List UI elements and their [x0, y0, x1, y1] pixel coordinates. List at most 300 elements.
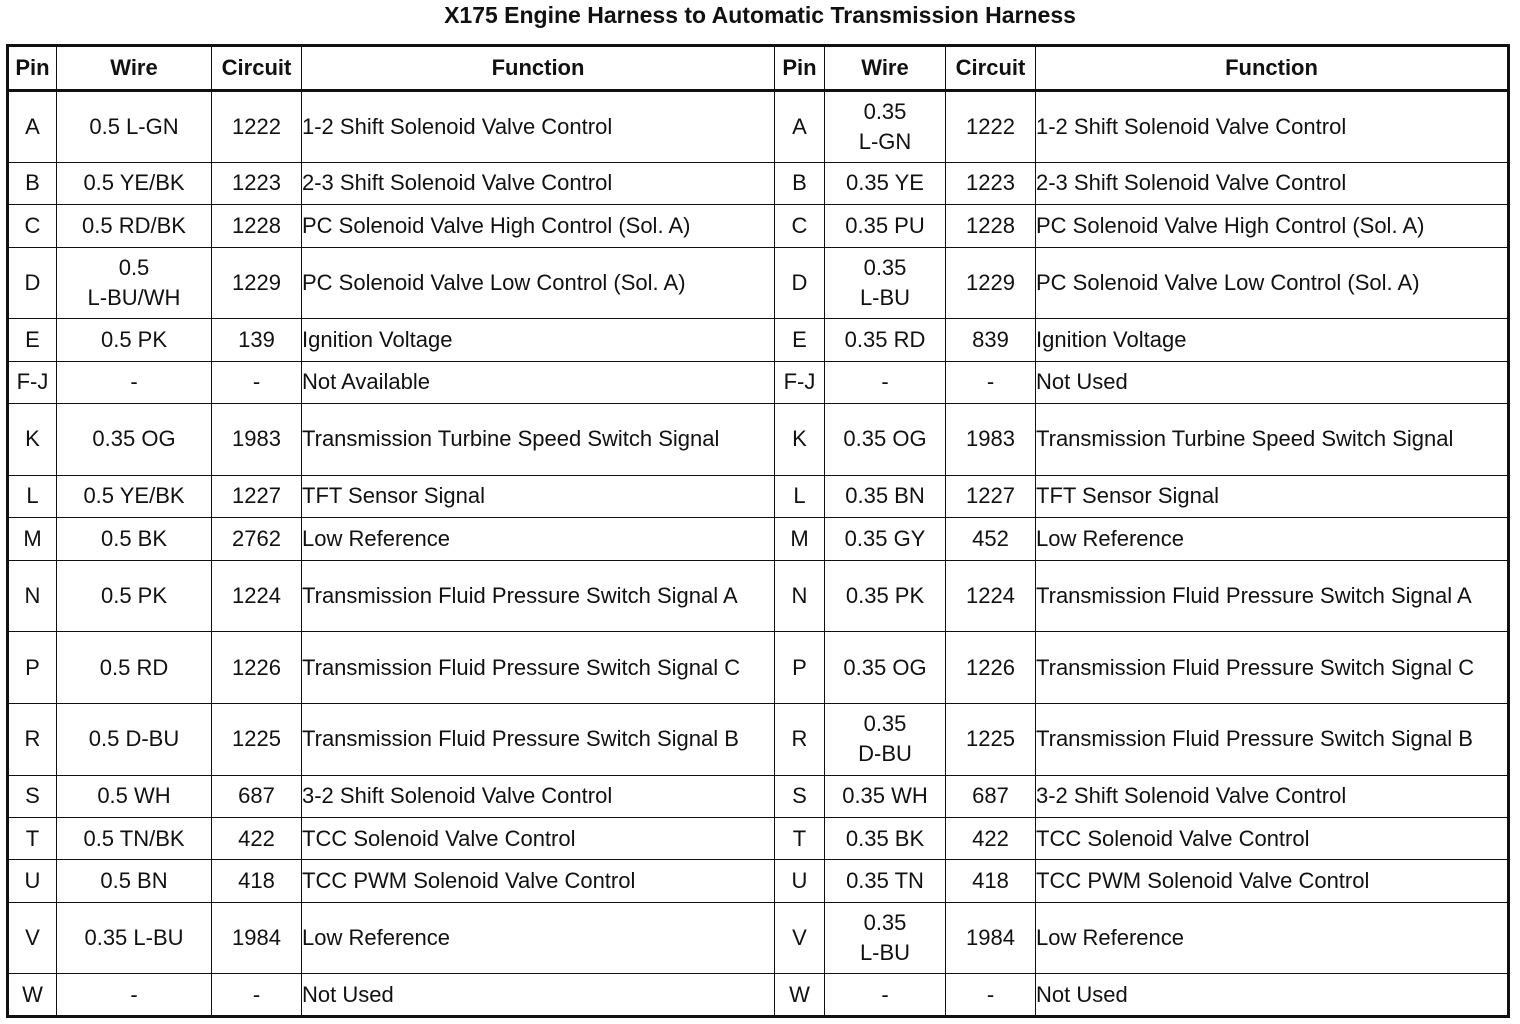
wire-cell	[57, 974, 212, 1017]
wire-text: 0.5 TN/BK	[83, 825, 185, 851]
circuit-cell	[946, 902, 1036, 974]
function-text: Transmission Fluid Pressure Switch Signal A	[302, 582, 738, 608]
circuit-cell	[212, 974, 302, 1017]
pin-text: A	[792, 113, 807, 139]
header-circuit-right: Circuit	[946, 46, 1036, 91]
circuit-cell	[212, 319, 302, 361]
table-body	[8, 91, 1509, 1017]
function-cell	[302, 860, 775, 902]
pin-text: D	[24, 269, 41, 295]
circuit-cell	[212, 902, 302, 974]
circuit-cell	[946, 703, 1036, 775]
pin-cell	[8, 518, 57, 560]
function-cell	[302, 817, 775, 859]
wire-text: 0.5 D-BU	[88, 726, 180, 752]
circuit-cell	[212, 361, 302, 403]
wire-cell	[825, 775, 946, 817]
circuit-text: 452	[972, 525, 1009, 551]
circuit-text: -	[252, 369, 261, 395]
circuit-cell	[946, 162, 1036, 204]
circuit-text: 1228	[966, 212, 1015, 238]
function-cell	[302, 91, 775, 163]
wire-text: 0.5 RD	[99, 654, 169, 680]
pin-cell	[775, 902, 825, 974]
pin-text: U	[791, 868, 808, 894]
wire-cell	[825, 205, 946, 247]
wire-text: 0.5 PK	[100, 326, 168, 352]
wire-cell	[57, 817, 212, 859]
function-text: Ignition Voltage	[302, 326, 453, 352]
circuit-cell	[946, 361, 1036, 403]
function-text: Transmission Fluid Pressure Switch Signal C	[1036, 654, 1475, 680]
circuit-text: 1983	[966, 426, 1015, 452]
pin-cell	[775, 319, 825, 361]
function-cell	[302, 974, 775, 1017]
wire-cell	[57, 560, 212, 632]
circuit-text: 687	[238, 783, 275, 809]
wire-text: 0.5 BK	[100, 525, 168, 551]
circuit-text: 1227	[966, 483, 1015, 509]
circuit-cell	[212, 560, 302, 632]
circuit-cell	[946, 91, 1036, 163]
function-cell	[1036, 560, 1509, 632]
circuit-cell	[946, 404, 1036, 476]
function-cell	[1036, 361, 1509, 403]
function-cell	[1036, 902, 1509, 974]
function-text: Transmission Turbine Speed Switch Signal	[302, 426, 720, 452]
function-text: Transmission Fluid Pressure Switch Signal A	[1036, 582, 1472, 608]
circuit-text: 1225	[966, 726, 1015, 752]
wire-cell	[825, 860, 946, 902]
circuit-cell	[946, 205, 1036, 247]
pin-cell	[775, 860, 825, 902]
function-cell	[302, 205, 775, 247]
wire-text: 0.35 PK	[845, 582, 925, 608]
pin-cell	[775, 475, 825, 517]
table-row	[8, 91, 1509, 163]
wire-text: 0.35 L-BU	[859, 910, 911, 966]
function-text: PC Solenoid Valve Low Control (Sol. A)	[302, 269, 686, 295]
wire-text: 0.5 YE/BK	[83, 483, 185, 509]
wire-cell	[825, 91, 946, 163]
pin-cell	[8, 902, 57, 974]
pin-cell	[775, 91, 825, 163]
pin-text: S	[792, 783, 807, 809]
circuit-cell	[946, 319, 1036, 361]
function-cell	[1036, 91, 1509, 163]
pin-cell	[8, 632, 57, 704]
circuit-cell	[212, 404, 302, 476]
circuit-text: 1224	[966, 582, 1015, 608]
pin-text: K	[792, 426, 807, 452]
function-cell	[302, 902, 775, 974]
wire-text: 0.35 GY	[844, 525, 926, 551]
pin-text: M	[23, 525, 42, 551]
pin-cell	[775, 703, 825, 775]
wire-cell	[57, 247, 212, 319]
table-row	[8, 860, 1509, 902]
harness-table	[6, 44, 1510, 1018]
table-row	[8, 974, 1509, 1017]
circuit-text: 839	[972, 326, 1009, 352]
pin-text: K	[25, 426, 40, 452]
pin-text: V	[792, 925, 807, 951]
function-text: Not Used	[1036, 369, 1128, 395]
pin-text: E	[792, 326, 807, 352]
wire-cell	[825, 319, 946, 361]
circuit-cell	[946, 518, 1036, 560]
circuit-cell	[212, 247, 302, 319]
pin-text: P	[792, 654, 807, 680]
function-text: TCC Solenoid Valve Control	[1036, 825, 1310, 851]
pin-cell	[775, 518, 825, 560]
function-text: Low Reference	[1036, 925, 1184, 951]
pin-text: T	[792, 825, 807, 851]
header-function-left: Function	[302, 46, 775, 91]
pin-cell	[775, 817, 825, 859]
function-cell	[302, 518, 775, 560]
circuit-text: -	[252, 981, 261, 1007]
table-row	[8, 162, 1509, 204]
table-row	[8, 404, 1509, 476]
wire-text: 0.35 D-BU	[858, 711, 912, 767]
circuit-cell	[212, 518, 302, 560]
function-text: Not Used	[1036, 981, 1128, 1007]
circuit-cell	[212, 475, 302, 517]
wire-cell	[57, 632, 212, 704]
wire-cell	[57, 902, 212, 974]
function-cell	[302, 703, 775, 775]
wire-cell	[825, 361, 946, 403]
circuit-text: 1226	[232, 654, 281, 680]
function-text: Transmission Fluid Pressure Switch Signal B	[302, 726, 739, 752]
pin-text: S	[25, 783, 40, 809]
table-row	[8, 361, 1509, 403]
pin-text: M	[790, 525, 809, 551]
circuit-cell	[212, 860, 302, 902]
table-row	[8, 205, 1509, 247]
pin-text: E	[25, 326, 40, 352]
function-text: Ignition Voltage	[1036, 326, 1187, 352]
header-wire-right: Wire	[825, 46, 946, 91]
function-cell	[302, 475, 775, 517]
wire-cell	[57, 475, 212, 517]
table-row	[8, 319, 1509, 361]
pin-cell	[8, 860, 57, 902]
circuit-text: 418	[238, 868, 275, 894]
function-cell	[1036, 775, 1509, 817]
wire-cell	[825, 247, 946, 319]
circuit-text: -	[986, 981, 995, 1007]
wire-text: -	[881, 981, 889, 1007]
wire-text: 0.35 OG	[843, 426, 927, 452]
circuit-text: 1224	[232, 582, 281, 608]
wire-cell	[825, 703, 946, 775]
function-cell	[1036, 319, 1509, 361]
circuit-text: 418	[972, 868, 1009, 894]
wire-text: 0.5 L-GN	[89, 113, 179, 139]
circuit-cell	[212, 632, 302, 704]
function-text: Not Available	[302, 369, 431, 395]
function-cell	[302, 162, 775, 204]
circuit-cell	[212, 703, 302, 775]
wire-cell	[57, 319, 212, 361]
function-text: TCC PWM Solenoid Valve Control	[302, 868, 636, 894]
wire-text: 0.35 BK	[845, 825, 925, 851]
header-pin-right: Pin	[775, 46, 825, 91]
circuit-text: 1225	[232, 726, 281, 752]
circuit-text: 1226	[966, 654, 1015, 680]
pin-text: A	[25, 113, 40, 139]
pin-text: F-J	[783, 369, 816, 395]
wire-text: 0.5 RD/BK	[82, 212, 186, 238]
function-cell	[1036, 247, 1509, 319]
circuit-cell	[212, 817, 302, 859]
table-row	[8, 775, 1509, 817]
circuit-text: 1983	[232, 426, 281, 452]
circuit-text: 687	[972, 783, 1009, 809]
pin-cell	[8, 775, 57, 817]
table-row	[8, 703, 1509, 775]
wire-cell	[57, 205, 212, 247]
table-row	[8, 247, 1509, 319]
function-cell	[1036, 860, 1509, 902]
pin-cell	[775, 361, 825, 403]
circuit-text: 139	[238, 326, 275, 352]
circuit-cell	[946, 475, 1036, 517]
function-cell	[302, 247, 775, 319]
function-cell	[1036, 205, 1509, 247]
wire-cell	[825, 475, 946, 517]
function-text: 3-2 Shift Solenoid Valve Control	[1036, 783, 1347, 809]
wire-text: 0.5 YE/BK	[83, 170, 185, 196]
pin-cell	[8, 361, 57, 403]
pin-cell	[775, 974, 825, 1017]
wire-text: 0.35 BN	[845, 483, 925, 509]
table-row	[8, 518, 1509, 560]
function-cell	[1036, 974, 1509, 1017]
circuit-text: 2762	[232, 525, 281, 551]
wire-text: 0.35 OG	[92, 426, 176, 452]
circuit-text: 1984	[232, 925, 281, 951]
pin-cell	[775, 404, 825, 476]
pin-cell	[8, 205, 57, 247]
function-cell	[302, 404, 775, 476]
wire-text: 0.35 WH	[842, 783, 928, 809]
pin-cell	[775, 775, 825, 817]
circuit-text: 1229	[966, 269, 1015, 295]
circuit-cell	[946, 632, 1036, 704]
function-text: 2-3 Shift Solenoid Valve Control	[302, 170, 613, 196]
circuit-cell	[212, 91, 302, 163]
table-row	[8, 475, 1509, 517]
circuit-text: 1223	[232, 170, 281, 196]
function-text: Low Reference	[1036, 525, 1184, 551]
circuit-cell	[212, 775, 302, 817]
pin-cell	[8, 319, 57, 361]
function-text: 3-2 Shift Solenoid Valve Control	[302, 783, 613, 809]
circuit-text: 1984	[966, 925, 1015, 951]
function-cell	[302, 632, 775, 704]
pin-text: R	[24, 726, 41, 752]
wire-text: -	[130, 981, 138, 1007]
function-text: Transmission Fluid Pressure Switch Signal B	[1036, 726, 1473, 752]
pin-cell	[8, 162, 57, 204]
function-cell	[302, 775, 775, 817]
pin-cell	[8, 247, 57, 319]
pin-cell	[775, 632, 825, 704]
wire-cell	[57, 703, 212, 775]
function-cell	[1036, 475, 1509, 517]
pin-cell	[8, 404, 57, 476]
function-cell	[1036, 518, 1509, 560]
pin-cell	[775, 205, 825, 247]
wire-cell	[57, 361, 212, 403]
function-text: TFT Sensor Signal	[1036, 483, 1220, 509]
wire-cell	[825, 632, 946, 704]
circuit-text: 1227	[232, 483, 281, 509]
circuit-text: -	[986, 369, 995, 395]
wire-text: 0.35 PU	[845, 212, 925, 238]
wire-cell	[57, 775, 212, 817]
circuit-text: 1229	[232, 269, 281, 295]
pin-text: N	[24, 582, 41, 608]
pin-text: T	[25, 825, 40, 851]
wire-cell	[825, 560, 946, 632]
wire-text: 0.35 L-BU	[859, 254, 911, 310]
circuit-cell	[946, 560, 1036, 632]
pin-text: P	[25, 654, 40, 680]
function-cell	[302, 361, 775, 403]
pin-text: C	[24, 212, 41, 238]
function-cell	[1036, 404, 1509, 476]
circuit-cell	[946, 247, 1036, 319]
wire-text: 0.35 OG	[843, 654, 927, 680]
wire-cell	[825, 404, 946, 476]
function-cell	[302, 319, 775, 361]
circuit-cell	[946, 974, 1036, 1017]
document-title: X175 Engine Harness to Automatic Transmission Harness	[444, 2, 1076, 28]
function-cell	[1036, 162, 1509, 204]
wire-cell	[57, 162, 212, 204]
circuit-text: 422	[972, 825, 1009, 851]
function-text: TCC PWM Solenoid Valve Control	[1036, 868, 1370, 894]
wire-text: 0.35 L-GN	[858, 98, 912, 154]
function-text: PC Solenoid Valve Low Control (Sol. A)	[1036, 269, 1420, 295]
function-text: 1-2 Shift Solenoid Valve Control	[302, 113, 613, 139]
wire-text: 0.5 BN	[100, 868, 168, 894]
pin-text: N	[791, 582, 808, 608]
wire-cell	[825, 817, 946, 859]
pin-text: F-J	[16, 369, 49, 395]
function-text: Transmission Turbine Speed Switch Signal	[1036, 426, 1454, 452]
circuit-cell	[946, 860, 1036, 902]
pin-text: D	[791, 269, 808, 295]
header-row	[8, 46, 1509, 91]
table-row	[8, 632, 1509, 704]
pin-text: R	[791, 726, 808, 752]
pin-cell	[8, 974, 57, 1017]
header-function-right: Function	[1036, 46, 1509, 91]
wire-text: 0.5 WH	[97, 783, 171, 809]
function-cell	[1036, 703, 1509, 775]
function-text: TCC Solenoid Valve Control	[302, 825, 576, 851]
wire-cell	[57, 404, 212, 476]
wire-cell	[825, 902, 946, 974]
wire-text: 0.35 TN	[846, 868, 924, 894]
pin-text: L	[793, 483, 806, 509]
wire-text: 0.35 RD	[844, 326, 926, 352]
wire-text: 0.5 PK	[100, 582, 168, 608]
pin-cell	[775, 247, 825, 319]
circuit-cell	[212, 205, 302, 247]
pin-cell	[8, 91, 57, 163]
wire-text: 0.5 L-BU/WH	[87, 254, 181, 310]
pin-cell	[8, 817, 57, 859]
pin-text: V	[25, 925, 40, 951]
function-text: PC Solenoid Valve High Control (Sol. A)	[1036, 212, 1425, 238]
pin-cell	[8, 703, 57, 775]
wire-cell	[57, 860, 212, 902]
circuit-text: 1222	[232, 113, 281, 139]
pin-text: W	[22, 981, 43, 1007]
circuit-cell	[946, 775, 1036, 817]
circuit-text: 1223	[966, 170, 1015, 196]
wire-cell	[825, 518, 946, 560]
pin-cell	[775, 560, 825, 632]
wire-cell	[825, 974, 946, 1017]
function-text: Low Reference	[302, 525, 450, 551]
function-cell	[1036, 632, 1509, 704]
header-circuit-left: Circuit	[212, 46, 302, 91]
function-text: Low Reference	[302, 925, 450, 951]
function-text: 2-3 Shift Solenoid Valve Control	[1036, 170, 1347, 196]
wire-text: 0.35 L-BU	[84, 925, 184, 951]
pin-text: C	[791, 212, 808, 238]
pin-text: B	[25, 170, 40, 196]
wire-text: -	[881, 369, 889, 395]
function-cell	[302, 560, 775, 632]
pin-text: U	[24, 868, 41, 894]
table-row	[8, 817, 1509, 859]
function-text: 1-2 Shift Solenoid Valve Control	[1036, 113, 1347, 139]
function-text: Transmission Fluid Pressure Switch Signal C	[302, 654, 741, 680]
function-text: TFT Sensor Signal	[302, 483, 486, 509]
circuit-cell	[212, 162, 302, 204]
wire-cell	[57, 91, 212, 163]
circuit-cell	[946, 817, 1036, 859]
circuit-text: 1228	[232, 212, 281, 238]
pin-text: W	[789, 981, 810, 1007]
wire-text: 0.35 YE	[846, 170, 924, 196]
function-cell	[1036, 817, 1509, 859]
pin-cell	[8, 560, 57, 632]
pin-cell	[8, 475, 57, 517]
circuit-text: 422	[238, 825, 275, 851]
pin-text: L	[26, 483, 39, 509]
circuit-text: 1222	[966, 113, 1015, 139]
header-wire-left: Wire	[57, 46, 212, 91]
function-text: Not Used	[302, 981, 394, 1007]
wire-cell	[825, 162, 946, 204]
pin-text: B	[792, 170, 807, 196]
wire-text: -	[130, 369, 138, 395]
header-pin-left: Pin	[8, 46, 57, 91]
table-row	[8, 902, 1509, 974]
table-row	[8, 560, 1509, 632]
wire-cell	[57, 518, 212, 560]
pin-cell	[775, 162, 825, 204]
